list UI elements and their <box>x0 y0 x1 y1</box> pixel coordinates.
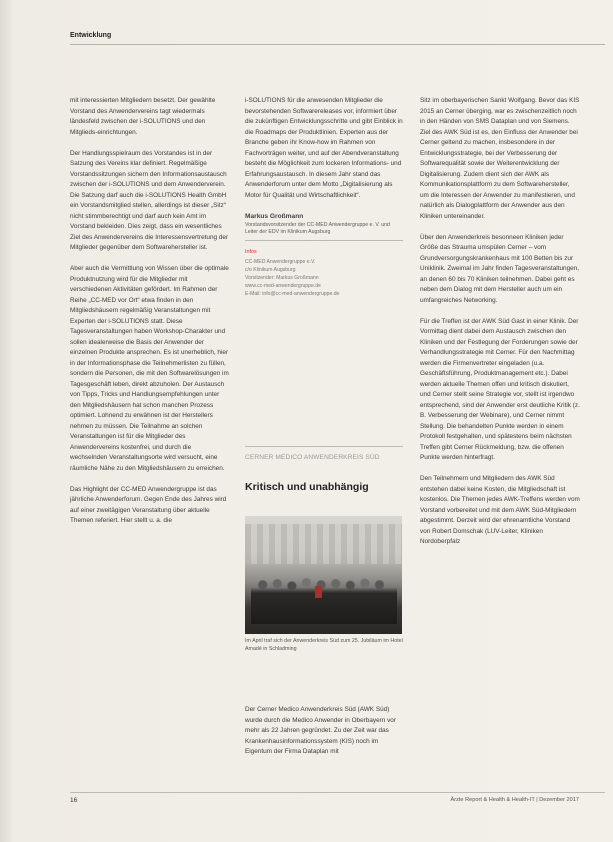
section-label: Entwicklung <box>70 32 112 39</box>
info-item[interactable]: E-Mail: info@cc-med-anwendergruppe.de <box>245 290 340 297</box>
page-header <box>70 32 605 42</box>
photo-crowd <box>251 568 397 624</box>
column-3 <box>420 96 580 558</box>
column-2-article-body <box>245 705 403 768</box>
paragraph: Für die Treffen ist der AWK Süd Gast in einer Klinik. Der Vormittag dient dabei dem Austausch zwischen den Kliniken und der Festlegung der Forderungen sowie der Verhandlungsstrategie mit Cerner. Für den Nachmittag werden die Firmenvertreter eingeladen (u.a. Geschäftsführung, Produktmanagement etc.). Dabei werden aktuelle Themen offen und kritisch diskutiert, und Cerner stellt seine Strategie vor, stellt ist irgendwo entsprechend, sind der Anwender erst deutliche Kritik (z. B. Verbesserung der Webinare), und Cerner nimmt Stellung. Die behandelten Punkte werden in einem Protokoll festgehalten, und spätestens beim nächsten Treffen gibt Cerner Rückmeldung, bzw. die offenen Punkte werden hinterfragt. <box>420 317 580 461</box>
column-2 <box>245 96 403 298</box>
paragraph: Sitz im oberbayerischen Sankt Wolfgang. Bevor das KIS 2015 an Cerner überging, war es zwischenzeitlich noch in den Händen von SMS Dataplan und von Siemens. Ziel des AWK Süd ist es, den Einfluss der Anwender bei Cerner geltend zu machen, insbesondere in der Entwicklungsstrategie, bei der Verbesserung der Softwarequalität sowie der Weiterentwicklung der Digitalisierung. Zudem dient sich der AWK als Kommunikationsplattform zu dem Softwarehersteller, um die Interessen der Anwender zu manifestieren, und natürlich als Dialogplattform der Anwender aus den Kliniken untereinander. <box>420 97 580 220</box>
article-separator <box>245 446 403 447</box>
photo-background <box>245 524 402 564</box>
column-1 <box>70 96 230 537</box>
paragraph: Der Cerner Medico Anwenderkreis Süd (AWK Süd) wurde durch die Medico Anwender in Oberbayern vor mehr als 22 Jahren gegründet. Zu der Zeit war das Krankenhausinformationssystem (KIS) noch im Eigentum der Firma Dataplan mit <box>245 706 396 755</box>
paragraph: mit interessierten Mitgliedern besetzt. Der gewählte Vorstand des Anwendervereins tagt wiedermals ländesfeld zwischen der i-SOLUTIONS und den Mitglieds-einrichtungen. <box>70 97 216 136</box>
publication-info: Ärzte Report & Health & Health-IT | Dezember 2017 <box>450 797 579 803</box>
author-name: Markus Großmann <box>245 212 304 220</box>
info-item: Vorsitzender: Markus Großmann <box>245 274 319 281</box>
paragraph: Das Highlight der CC-MED Anwendergruppe ist das jährliche Anwenderforum. Gegen Ende des Jahres wird auf einer zweitägigen Veranstaltung über aktuelle Themen referiert. Hier stellt u. a. die <box>70 485 227 524</box>
page-number: 16 <box>70 797 78 804</box>
paragraph: Aber auch die Vermittlung von Wissen über die optimale Produktnutzung wird für die Mitglieder mit verschiedenen Aktivitäten gefördert. Im Rahmen der Reihe „CC-MED vor Ort“ etwa finden in den Mitgliedshäusern regelmäßig Veranstaltungen mit Experten der i-SOLUTIONS statt. Diese Tagesveranstaltungen haben Workshop-Charakter und sollen idealerweise die Basis der Anwender der einzelnen Produkte ansprechen. Es ist unerheblich, hier in der Informationsphase die Teilnehmerlisten zu füllen, sondern die Personen, die mit den Softwarelösungen im Tagesgeschäft leben, direkt abzuholen. Der Austausch von Tipps, Tricks und Handlungsempfehlungen unter den Mitgliedshäusern hat schon manchen Prozess optimiert. Lohnend zu erwähnen ist der Herstellers nehmen zu müssen. Die Teilnahme an solchen Veranstaltungen ist für die Mitglieder des Anwendervereins kostenfrei, und durch die wechselnden Veranstaltungsorte wird versucht, eine räumliche Nähe zu den Mitgliedshäusern zu erreichen. <box>70 265 229 472</box>
group-photo <box>245 516 402 634</box>
header-rule <box>70 44 605 45</box>
photo-caption: Im April traf sich der Anwenderkreis Süd zum 25. Jubiläum im Hotel Amadé in Schladming <box>245 638 403 652</box>
paragraph: Der Handlungsspielraum des Vorstandes ist in der Satzung des Vereins klar definiert. Regelmäßige Vorstandssitzungen sichern den Informationsaustausch zwischen der i-SOLUTIONS und dem Anwenderverein. Die Satzung darf auch die i-SOLUTIONS Health GmbH ein Vorstandsmitglied stellen, allerdings ist dieser „Sitz“ nicht stimmberechtigt und darf auch kein Amt im Vorstand bekleiden. Dies zeigt, dass ein wesentliches Ziel des Anwendervereins die Interessensvertretung der Mitglieder gegenüber dem Softwarehersteller ist. <box>70 149 229 251</box>
author-description: Vorstandsvorsitzender der CC-MED Anwendergruppe e. V. und Leiter der EDV im Klinikum Augsburg <box>245 222 403 241</box>
info-item: CC-MED Anwendergruppe e.V. <box>245 259 316 266</box>
photo-detail <box>315 586 322 598</box>
info-label: Infos <box>245 248 257 255</box>
info-item[interactable]: www.cc-med-anwendergruppe.de <box>245 282 321 289</box>
article-kicker: CERNER MEDICO ANWENDERKREIS SÜD <box>245 454 380 461</box>
paragraph: i-SOLUTIONS für die anwesenden Mitglieder die bevorstehenden Softwarereleases vor, informiert über die zukünftigen Entwicklungsschritte und gibt Einblick in die Roadmaps der Produktlinien. Experten aus der Branche geben ihr Know-how im Rahmen von Fachvorträgen weiter, und auf der Abendveranstaltung besteht die Möglichkeit zum lockeren Informations- und Erfahrungsaustausch. In diesem Jahr stand das Anwenderforum unter dem Motto „Digitalisierung als Motor für Qualität und Wirtschaftlichkeit“. <box>245 97 403 199</box>
article-headline: Kritisch und unabhängig <box>245 481 369 493</box>
footer-rule <box>70 792 605 793</box>
paragraph: Über den Anwenderkreis besonneen Kliniken jeder Größe das Strauma umspülen Cerner – vom Grundversorgungskrankenhaus mit 100 Betten bis zur Uniklinik. Zweimal im Jahr finden Tagesveranstaltungen, an denen 60 bis 70 Kliniken teilnehmen. Dabei geht es neben dem Dialog mit dem Hersteller auch um ein umfangreiches Networking. <box>420 233 580 304</box>
paragraph: Den Teilnehmern und Mitgliedern des AWK Süd entstehen dabei keine Kosten, die Mitgliedschaft ist kostenlos. Die Themen jedes AWK-Treffens werden vom Vorstand vorbereitet und mit dem AWK Süd-Mitgliedern abgestimmt. Derzeit wird der ehrenamtliche Vorstand von Robert Domschak (LUV-Leiter, Kliniken Nordoberpfalz <box>420 475 580 545</box>
info-item: c/o Klinikum Augsburg <box>245 267 296 274</box>
